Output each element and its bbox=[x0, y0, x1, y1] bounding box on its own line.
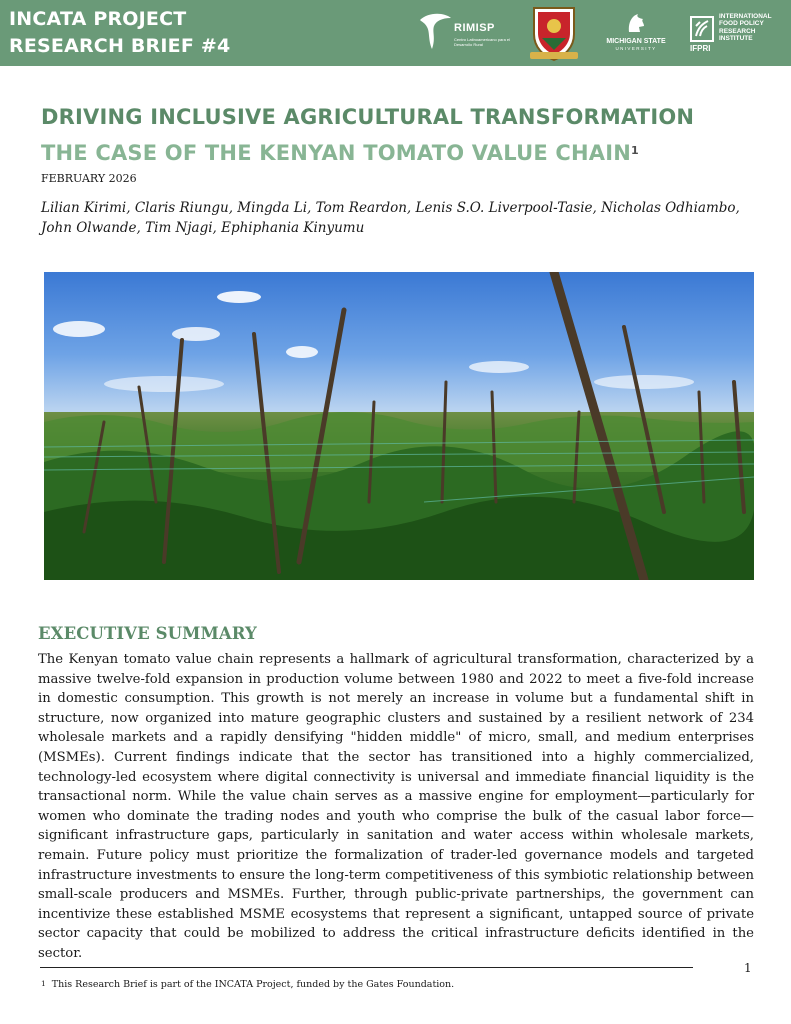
msu-name: MICHIGAN STATE bbox=[606, 38, 666, 45]
brief-subtitle bbox=[41, 140, 761, 166]
footnote-marker: 1 bbox=[41, 979, 46, 988]
title-footnote-marker[interactable]: 1 bbox=[631, 144, 639, 157]
crest-icon bbox=[528, 4, 580, 62]
spartan-helmet-icon bbox=[625, 12, 647, 34]
michigan-state-logo bbox=[604, 12, 668, 56]
brief-subtitle-text: THE CASE OF THE KENYAN TOMATO VALUE CHAIN bbox=[41, 141, 632, 165]
brief-title: DRIVING INCLUSIVE AGRICULTURAL TRANSFORMATION bbox=[41, 105, 695, 129]
rimisp-name: RIMISP bbox=[454, 22, 495, 34]
rimisp-logo bbox=[418, 10, 518, 54]
footnote-text: This Research Brief is part of the INCATA Project, funded by the Gates Foundation. bbox=[51, 979, 455, 990]
series-line-1: INCATA PROJECT bbox=[9, 8, 187, 30]
executive-summary-body: The Kenyan tomato value chain represents a hallmark of agricultural transformation, characterized by a massive twelve-fold expansion in production volume between 1980 and 2022 to meet a five-fold increase in domestic consumption. This growth is not merely an increase in volume but a fundamental shift in structure, now organized into mature geographic clusters and sustained by a resilient network of 234 wholesale markets and a rapidly densifying "hidden middle" of micro, small, and medium enterprises (MSMEs). Current findings indicate that the sector has transitioned into a highly commercialized, technology-led ecosystem where digital connectivity is universal and immediate financial liquidity is the transactional norm. While the value chain serves as a massive engine for employment—particularly for women who dominate the trading nodes and youth who comprise the bulk of the casual labor force—significant infrastructure gaps, particularly in sanitation and water access within wholesale markets, remain. Future policy must prioritize the formalization of trader-led governance models and targeted infrastructure investments to ensure the long-term competitiveness of this symbiotic relationship between small-scale producers and MSMEs. Further, through public-private partnerships, the government can incentivize these established MSME ecosystems that represent a significant, untapped source of private sector capacity that could be mobilized to address the critical infrastructure deficits identified in the sector. bbox=[38, 652, 754, 961]
footnote bbox=[41, 979, 454, 990]
ifpri-logo bbox=[690, 12, 780, 58]
executive-summary-heading: EXECUTIVE SUMMARY bbox=[38, 624, 257, 643]
university-crest-logo bbox=[528, 4, 580, 62]
ifpri-abbr: IFPRI bbox=[690, 44, 711, 53]
series-title bbox=[9, 6, 269, 60]
series-line-2: RESEARCH BRIEF #4 bbox=[9, 35, 231, 57]
page-number: 1 bbox=[744, 961, 752, 975]
ifpri-mark-icon bbox=[690, 16, 714, 42]
header-band bbox=[0, 0, 791, 66]
ifpri-full-name: INTERNATIONAL FOOD POLICY RESEARCH INSTITUTE bbox=[719, 13, 772, 43]
author-list: Lilian Kirimi, Claris Riungu, Mingda Li, Tom Reardon, Lenis S.O. Liverpool-Tasie, Nicholas Odhiambo, John Olwande, Tim Njagi, Ephiphania Kinyumu bbox=[41, 200, 740, 236]
footer-divider bbox=[40, 967, 693, 968]
publication-date: FEBRUARY 2026 bbox=[41, 172, 137, 185]
msu-sub: UNIVERSITY bbox=[615, 46, 657, 51]
cover-photo bbox=[44, 272, 754, 580]
rimisp-mark-icon bbox=[418, 12, 452, 50]
rimisp-tagline: Centro Latinoamericano para el Desarrollo Rural bbox=[454, 37, 511, 47]
